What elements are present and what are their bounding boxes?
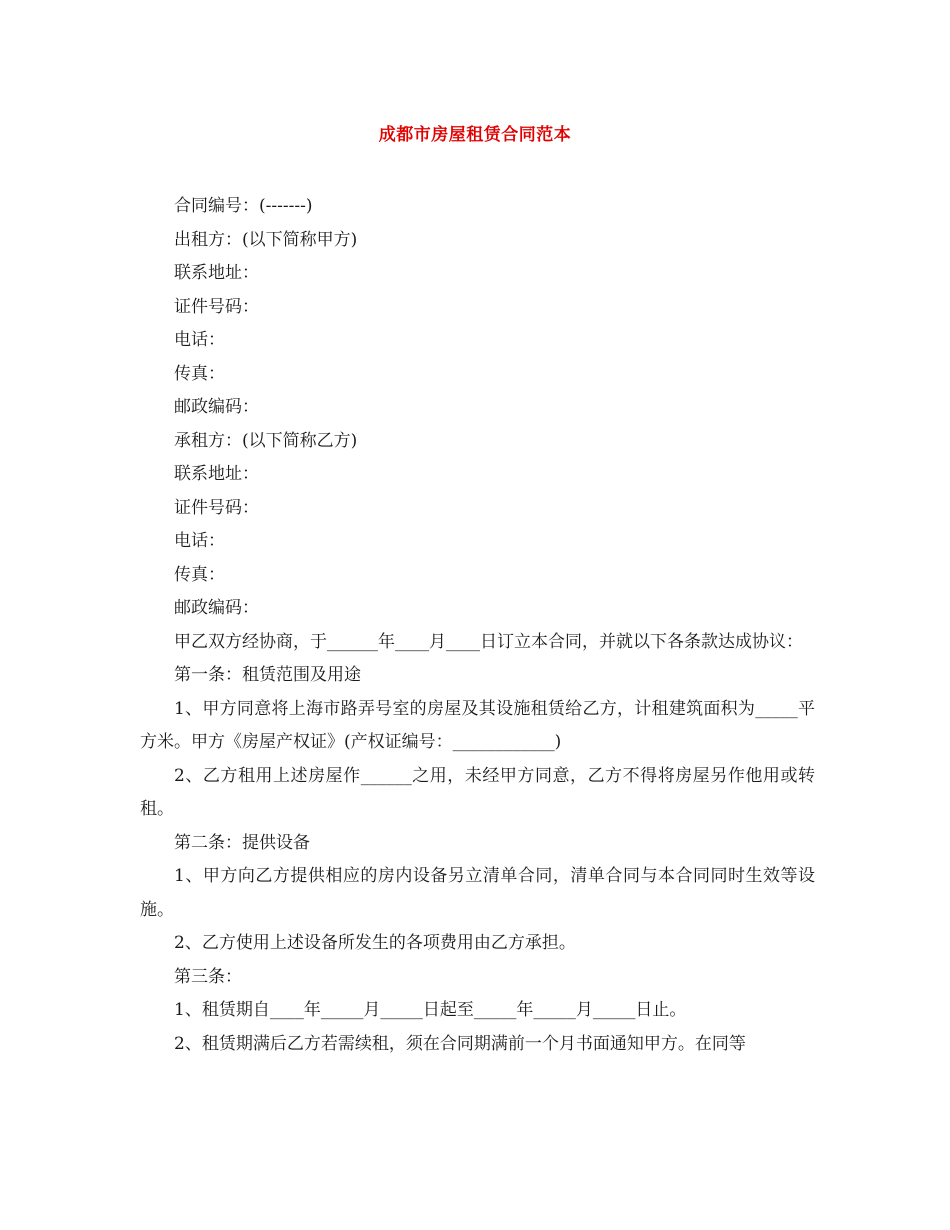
document-body [140, 190, 815, 1061]
paragraph-article-3-item-2: 2、租赁期满后乙方若需续租，须在合同期满前一个月书面通知甲方。在同等 [174, 1033, 746, 1054]
paragraph-article-2-item-1: 1、甲方向乙方提供相应的房内设备另立清单合同，清单合同与本合同同时生效等设施。 [140, 866, 815, 920]
paragraph-lessee: 承租方：(以下简称乙方) [174, 430, 358, 451]
paragraph-lessor-fax: 传真： [174, 363, 225, 384]
paragraph-lessee-fax: 传真： [174, 564, 225, 585]
paragraph-agreement-intro: 甲乙双方经协商，于______年____月____日订立本合同，并就以下各条款达成协议： [174, 631, 803, 652]
paragraph-lessee-postcode: 邮政编码： [174, 598, 259, 618]
paragraph-lessee-phone: 电话： [174, 531, 225, 551]
paragraph-lessor-address: 联系地址： [174, 263, 259, 283]
document-title: 成都市房屋租赁合同范本 [378, 125, 572, 145]
paragraph-lessor-id-number: 证件号码： [174, 296, 259, 317]
paragraph-article-1-item-1: 1、甲方同意将上海市路弄号室的房屋及其设施租赁给乙方，计租建筑面积为_____平方米。甲方《房屋产权证》(产权证编号：____________) [140, 698, 815, 752]
section-heading-article-3: 第三条： [174, 966, 242, 987]
paragraph-article-2-item-2: 2、乙方使用上述设备所发生的各项费用由乙方承担。 [174, 933, 576, 953]
paragraph-article-1-item-2: 2、乙方租用上述房屋作______之用，未经甲方同意，乙方不得将房屋另作他用或转租。 [140, 765, 815, 819]
paragraph-lessor: 出租方：(以下简称甲方) [174, 229, 358, 250]
paragraph-lessee-id-number: 证件号码： [174, 497, 259, 518]
section-heading-article-2: 第二条：提供设备 [174, 832, 310, 853]
paragraph-article-3-item-1: 1、租赁期自____年_____月_____日起至_____年_____月_____日止。 [174, 1000, 687, 1020]
paragraph-lessor-postcode: 邮政编码： [174, 397, 259, 417]
paragraph-lessee-address: 联系地址： [174, 464, 259, 484]
paragraph-contract-number: 合同编号：(-------) [174, 196, 313, 216]
paragraph-lessor-phone: 电话： [174, 330, 225, 350]
section-heading-article-1: 第一条：租赁范围及用途 [174, 665, 361, 685]
